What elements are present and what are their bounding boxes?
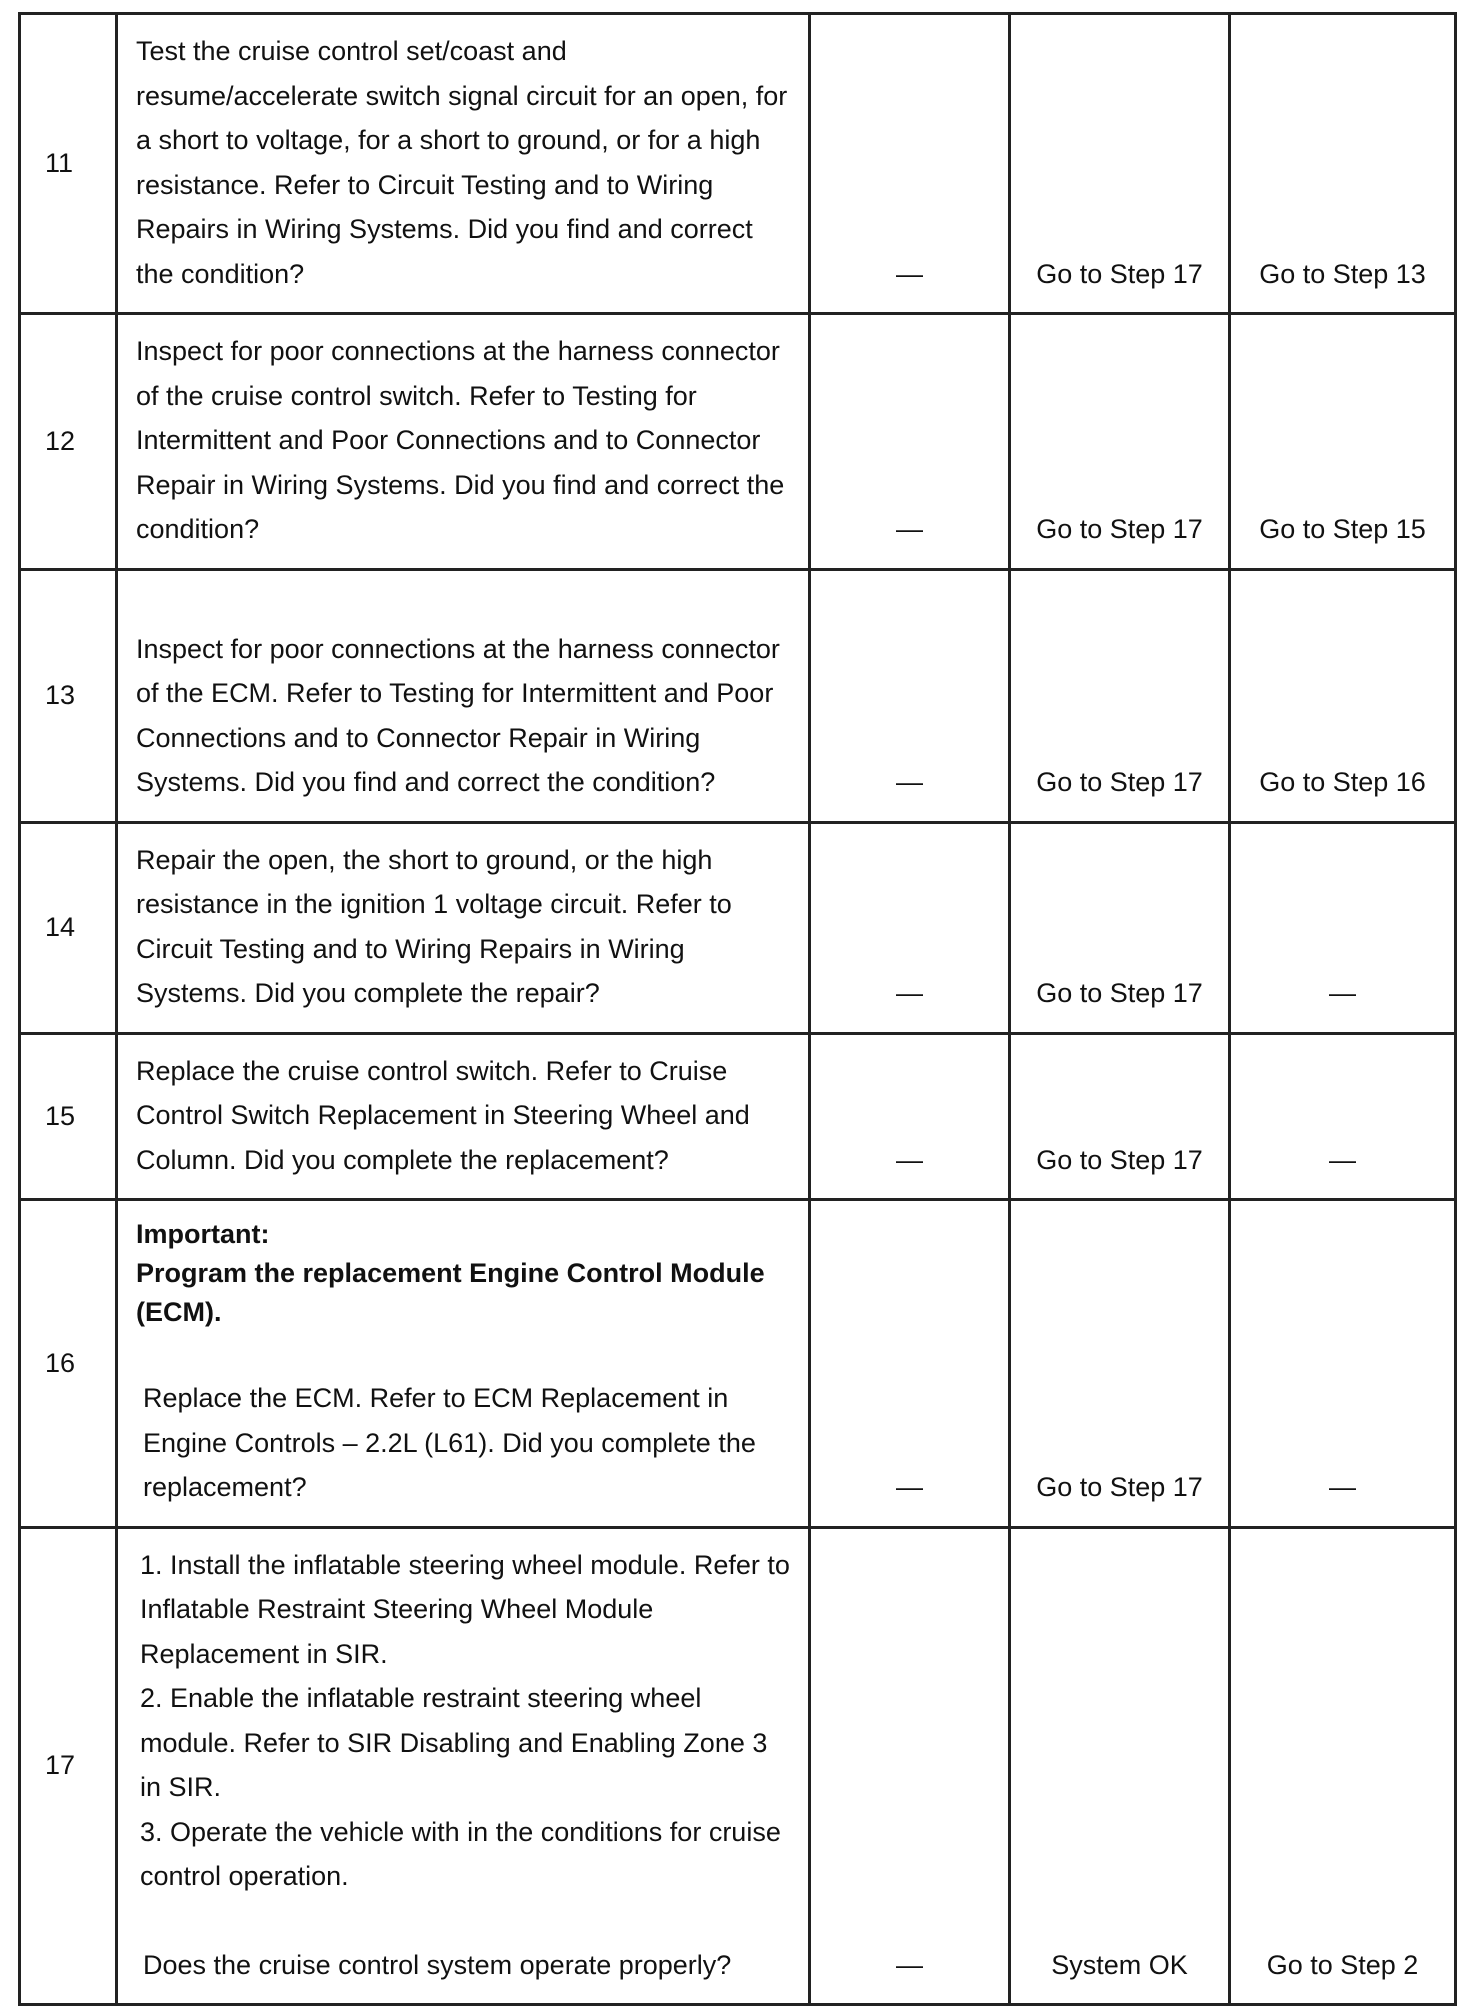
step-no: — (1230, 822, 1456, 1033)
yes-link[interactable]: Go to Step 17 (1036, 1144, 1203, 1175)
table-row (20, 314, 1456, 570)
step-value: — (810, 314, 1010, 570)
yes-link[interactable]: Go to Step 17 (1036, 767, 1203, 797)
no-link[interactable]: Go to Step 15 (1259, 514, 1426, 544)
step-no: — (1230, 1033, 1456, 1200)
table-row (20, 569, 1456, 822)
step-action: Test the cruise control set/coast and resume/accelerate switch signal circuit for an open, for a short to voltage, for a short to ground, or for a high resistance. Refer to Circuit Testing and to Wiring Repairs in Wiring Systems. Did you find and correct the condition? (117, 14, 810, 314)
list-item: 2. Enable the inflatable restraint steering wheel module. Refer to SIR Disabling and Enabling Zone 3 in SIR. (140, 1683, 768, 1802)
step-no (1230, 1527, 1456, 2005)
step-yes (1010, 14, 1230, 314)
yes-link[interactable]: Go to Step 17 (1036, 258, 1203, 289)
step-value: — (810, 14, 1010, 314)
important-note: Program the replacement Engine Control Module (ECM). (136, 1258, 765, 1327)
yes-link[interactable]: Go to Step 17 (1036, 978, 1203, 1008)
table-row (20, 1200, 1456, 1528)
step-number: 12 (20, 314, 117, 570)
step-question: Does the cruise control system operate properly? (143, 1949, 732, 1980)
yes-link[interactable]: Go to Step 17 (1036, 1472, 1203, 1502)
no-link[interactable]: Go to Step 13 (1259, 258, 1426, 289)
step-value: — (810, 569, 1010, 822)
step-action: Inspect for poor connections at the harness connector of the ECM. Refer to Testing for Intermittent and Poor Connections and to Connector Repair in Wiring Systems. Did you find and correct the condition? (117, 569, 810, 822)
step-action-cell (117, 1527, 810, 2005)
step-number: 16 (20, 1200, 117, 1528)
step-value: — (810, 1527, 1010, 2005)
step-no (1230, 14, 1456, 314)
step-action: Replace the ECM. Refer to ECM Replacement in Engine Controls – 2.2L (L61). Did you complete the replacement? (143, 1383, 756, 1502)
list-item: 3. Operate the vehicle with in the conditions for cruise control operation. (140, 1816, 781, 1891)
step-value: — (810, 1033, 1010, 1200)
table-row (20, 14, 1456, 314)
step-action: Replace the cruise control switch. Refer to Cruise Control Switch Replacement in Steering Wheel and Column. Did you complete the replacement? (117, 1033, 810, 1200)
step-number: 17 (20, 1527, 117, 2005)
step-number: 13 (20, 569, 117, 822)
step-number: 15 (20, 1033, 117, 1200)
step-number: 14 (20, 822, 117, 1033)
step-action-cell (117, 1200, 810, 1528)
step-yes (1010, 1033, 1230, 1200)
step-no (1230, 314, 1456, 570)
step-no: — (1230, 1200, 1456, 1528)
no-link[interactable]: Go to Step 2 (1266, 1949, 1419, 1980)
important-label: Important: (136, 1219, 270, 1249)
no-link[interactable]: Go to Step 16 (1259, 767, 1426, 797)
step-action: Repair the open, the short to ground, or the high resistance in the ignition 1 voltage circuit. Refer to Circuit Testing and to Wiring Repairs in Wiring Systems. Did you complete the repair? (117, 822, 810, 1033)
step-yes: System OK (1010, 1527, 1230, 2005)
step-yes (1010, 314, 1230, 570)
step-yes (1010, 569, 1230, 822)
step-value: — (810, 1200, 1010, 1528)
table-row (20, 1033, 1456, 1200)
yes-link[interactable]: Go to Step 17 (1036, 514, 1203, 544)
step-value: — (810, 822, 1010, 1033)
step-action: Inspect for poor connections at the harness connector of the cruise control switch. Refer to Testing for Intermittent and Poor Connections and to Connector Repair in Wiring Systems. Did you find and correct the condition? (117, 314, 810, 570)
step-number: 11 (20, 14, 117, 314)
step-no (1230, 569, 1456, 822)
step-yes (1010, 822, 1230, 1033)
table-row (20, 822, 1456, 1033)
step-yes (1010, 1200, 1230, 1528)
diagnostic-steps-table (18, 12, 1457, 2006)
table-row (20, 1527, 1456, 2005)
list-item: 1. Install the inflatable steering wheel module. Refer to Inflatable Restraint Steering Wheel Module Replacement in SIR. (140, 1549, 790, 1669)
